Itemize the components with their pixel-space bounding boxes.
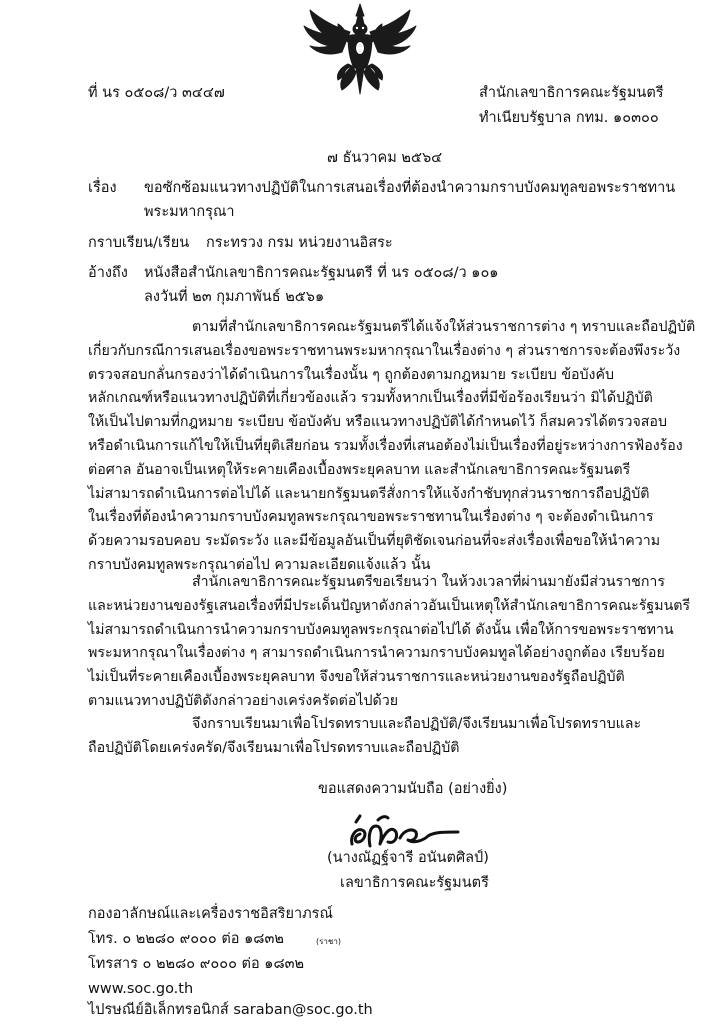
paragraph-2-line: สำนักเลขาธิการคณะรัฐมนตรีขอเรียนว่า ในห้วงเวลาที่ผ่านมายังมีส่วนราชการ [192,574,666,590]
footer-fax: โทรสาร ๐ ๒๒๘๐ ๙๐๐๐ ต่อ ๑๘๓๒ [88,956,305,972]
closing-phrase: ขอแสดงความนับถือ (อย่างยิ่ง) [318,781,508,797]
paragraph-1-line: ต่อศาล อันอาจเป็นเหตุให้ระคายเคืองเบื้องพระยุคลบาท และสำนักเลขาธิการคณะรัฐมนตรี [88,461,631,478]
paragraph-2-line: ตามแนวทางปฏิบัติดังกล่าวอย่างเคร่งครัดต่อไปด้วย [88,692,399,709]
paragraph-2-line: ไม่เป็นที่ระคายเคืองเบื้องพระยุคลบาท จึงขอให้ส่วนราชการและหน่วยงานของรัฐถือปฏิบัติ [88,669,625,686]
garuda-emblem-icon [298,2,422,96]
issuing-office-name: สำนักเลขาธิการคณะรัฐมนตรี [479,85,664,101]
recipient-value: กระทรวง กรม หน่วยงานอิสระ [206,235,393,251]
paragraph-1-line: ไม่สามารถดำเนินการต่อไปได้ และนายกรัฐมนตรีสั่งการให้แจ้งกำชับทุกส่วนราชการถือปฏิบัติ [88,485,650,502]
reference-label: อ้างถึง [88,265,128,281]
signatory-name: (นางณัฏฐ์จารี อนันตศิลป์) [327,850,489,866]
signatory-position: เลขาธิการคณะรัฐมนตรี [340,875,489,891]
paragraph-1-line: หรือดำเนินการแก้ไขให้เป็นที่ยุติเสียก่อน รวมทั้งเรื่องที่เสนอต้องไม่เป็นเรื่องที่อยู่ระหว่างการฟ้องร้อง [88,437,683,454]
footer-department: กองอาลักษณ์และเครื่องราชอิสริยาภรณ์ [88,906,333,922]
subject-line-1: ขอซักซ้อมแนวทางปฏิบัติในการเสนอเรื่องที่ต้องนำความกราบบังคมทูลขอพระราชทาน [144,180,676,196]
body-paragraph-3 [88,713,650,761]
body-paragraph-1 [88,316,696,578]
reference-line-2: ลงวันที่ ๒๓ กุมภาพันธ์ ๒๕๖๑ [144,289,325,305]
footer-phone-note: (ราชา) [316,937,341,946]
subject-label: เรื่อง [88,180,117,196]
footer-phone: โทร. ๐ ๒๒๘๐ ๙๐๐๐ ต่อ ๑๘๓๒ [88,931,284,947]
paragraph-3-line: จึงกราบเรียนมาเพื่อโปรดทราบและถือปฏิบัติ/จึงเรียนมาเพื่อโปรดทราบและ [192,716,642,732]
paragraph-2-line: ไม่สามารถดำเนินการนำความกราบบังคมทูลพระกรุณาต่อไปได้ ดังนั้น เพื่อให้การขอพระราชทาน [88,621,674,638]
reference-line-1: หนังสือสำนักเลขาธิการคณะรัฐมนตรี ที่ นร ๐๕๐๘/ว ๑๐๑ [144,265,499,281]
paragraph-1-line: ในเรื่องที่ต้องนำความกราบบังคมทูลพระกรุณาขอพระราชทานในเรื่องต่าง ๆ จะต้องดำเนินการ [88,509,654,526]
recipient-label: กราบเรียน/เรียน [88,235,190,251]
paragraph-3-line: ถือปฏิบัติโดยเคร่งครัด/จึงเรียนมาเพื่อโปรดทราบและถือปฏิบัติ [88,739,460,756]
paragraph-2-line: พระมหากรุณาในเรื่องต่าง ๆ สามารถดำเนินการนำความกราบบังคมทูลได้อย่างถูกต้อง เรียบร้อย [88,645,665,662]
footer-email: ไปรษณีย์อิเล็กทรอนิกส์ saraban@soc.go.th [88,1002,373,1018]
document-reference-number: ที่ นร ๐๕๐๘/ว ๓๔๔๗ [88,85,225,101]
body-paragraph-2 [88,571,691,714]
paragraph-1-line: ด้วยความรอบคอบ ระมัดระวัง และมีข้อมูลอันเป็นที่ยุติชัดเจนก่อนที่จะส่งเรื่องเพื่อขอให้นำความ [88,533,661,550]
paragraph-1-line: กราบบังคมทูลพระกรุณาต่อไป ความละเอียดแจ้งแล้ว นั้น [88,556,431,573]
paragraph-1-line: หลักเกณฑ์หรือแนวทางปฏิบัติที่เกี่ยวข้องแล้ว รวมทั้งหากเป็นเรื่องที่มีข้อร้องเรียนว่า มิได้ปฏิบัติ [88,390,653,407]
paragraph-1-line: ตามที่สำนักเลขาธิการคณะรัฐมนตรีได้แจ้งให้ส่วนราชการต่าง ๆ ทราบและถือปฏิบัติ [192,319,696,335]
document-date: ๗ ธันวาคม ๒๕๖๔ [327,150,443,166]
footer-website: www.soc.go.th [88,981,194,997]
paragraph-1-line: ตรวจสอบกลั่นกรองว่าได้ดำเนินการในเรื่องนั้น ๆ ถูกต้องตามกฎหมาย ระเบียบ ข้อบังคับ [88,366,614,383]
signature-icon [342,810,462,854]
subject-line-2: พระมหากรุณา [144,204,235,220]
paragraph-1-line: ให้เป็นไปตามที่กฎหมาย ระเบียบ ข้อบังคับ หรือแนวทางปฏิบัติได้กำหนดไว้ ก็สมควรได้ตรวจสอบ [88,414,667,431]
issuing-office-address: ทำเนียบรัฐบาล กทม. ๑๐๓๐๐ [479,110,659,126]
paragraph-1-line: เกี่ยวกับกรณีการเสนอเรื่องขอพระราชทานพระมหากรุณาในเรื่องต่าง ๆ ส่วนราชการจะต้องพึงระวัง [88,342,681,359]
paragraph-2-line: และหน่วยงานของรัฐเสนอเรื่องที่มีประเด็นปัญหาดังกล่าวอันเป็นเหตุให้สำนักเลขาธิการคณะรัฐมนตรี [88,597,691,614]
